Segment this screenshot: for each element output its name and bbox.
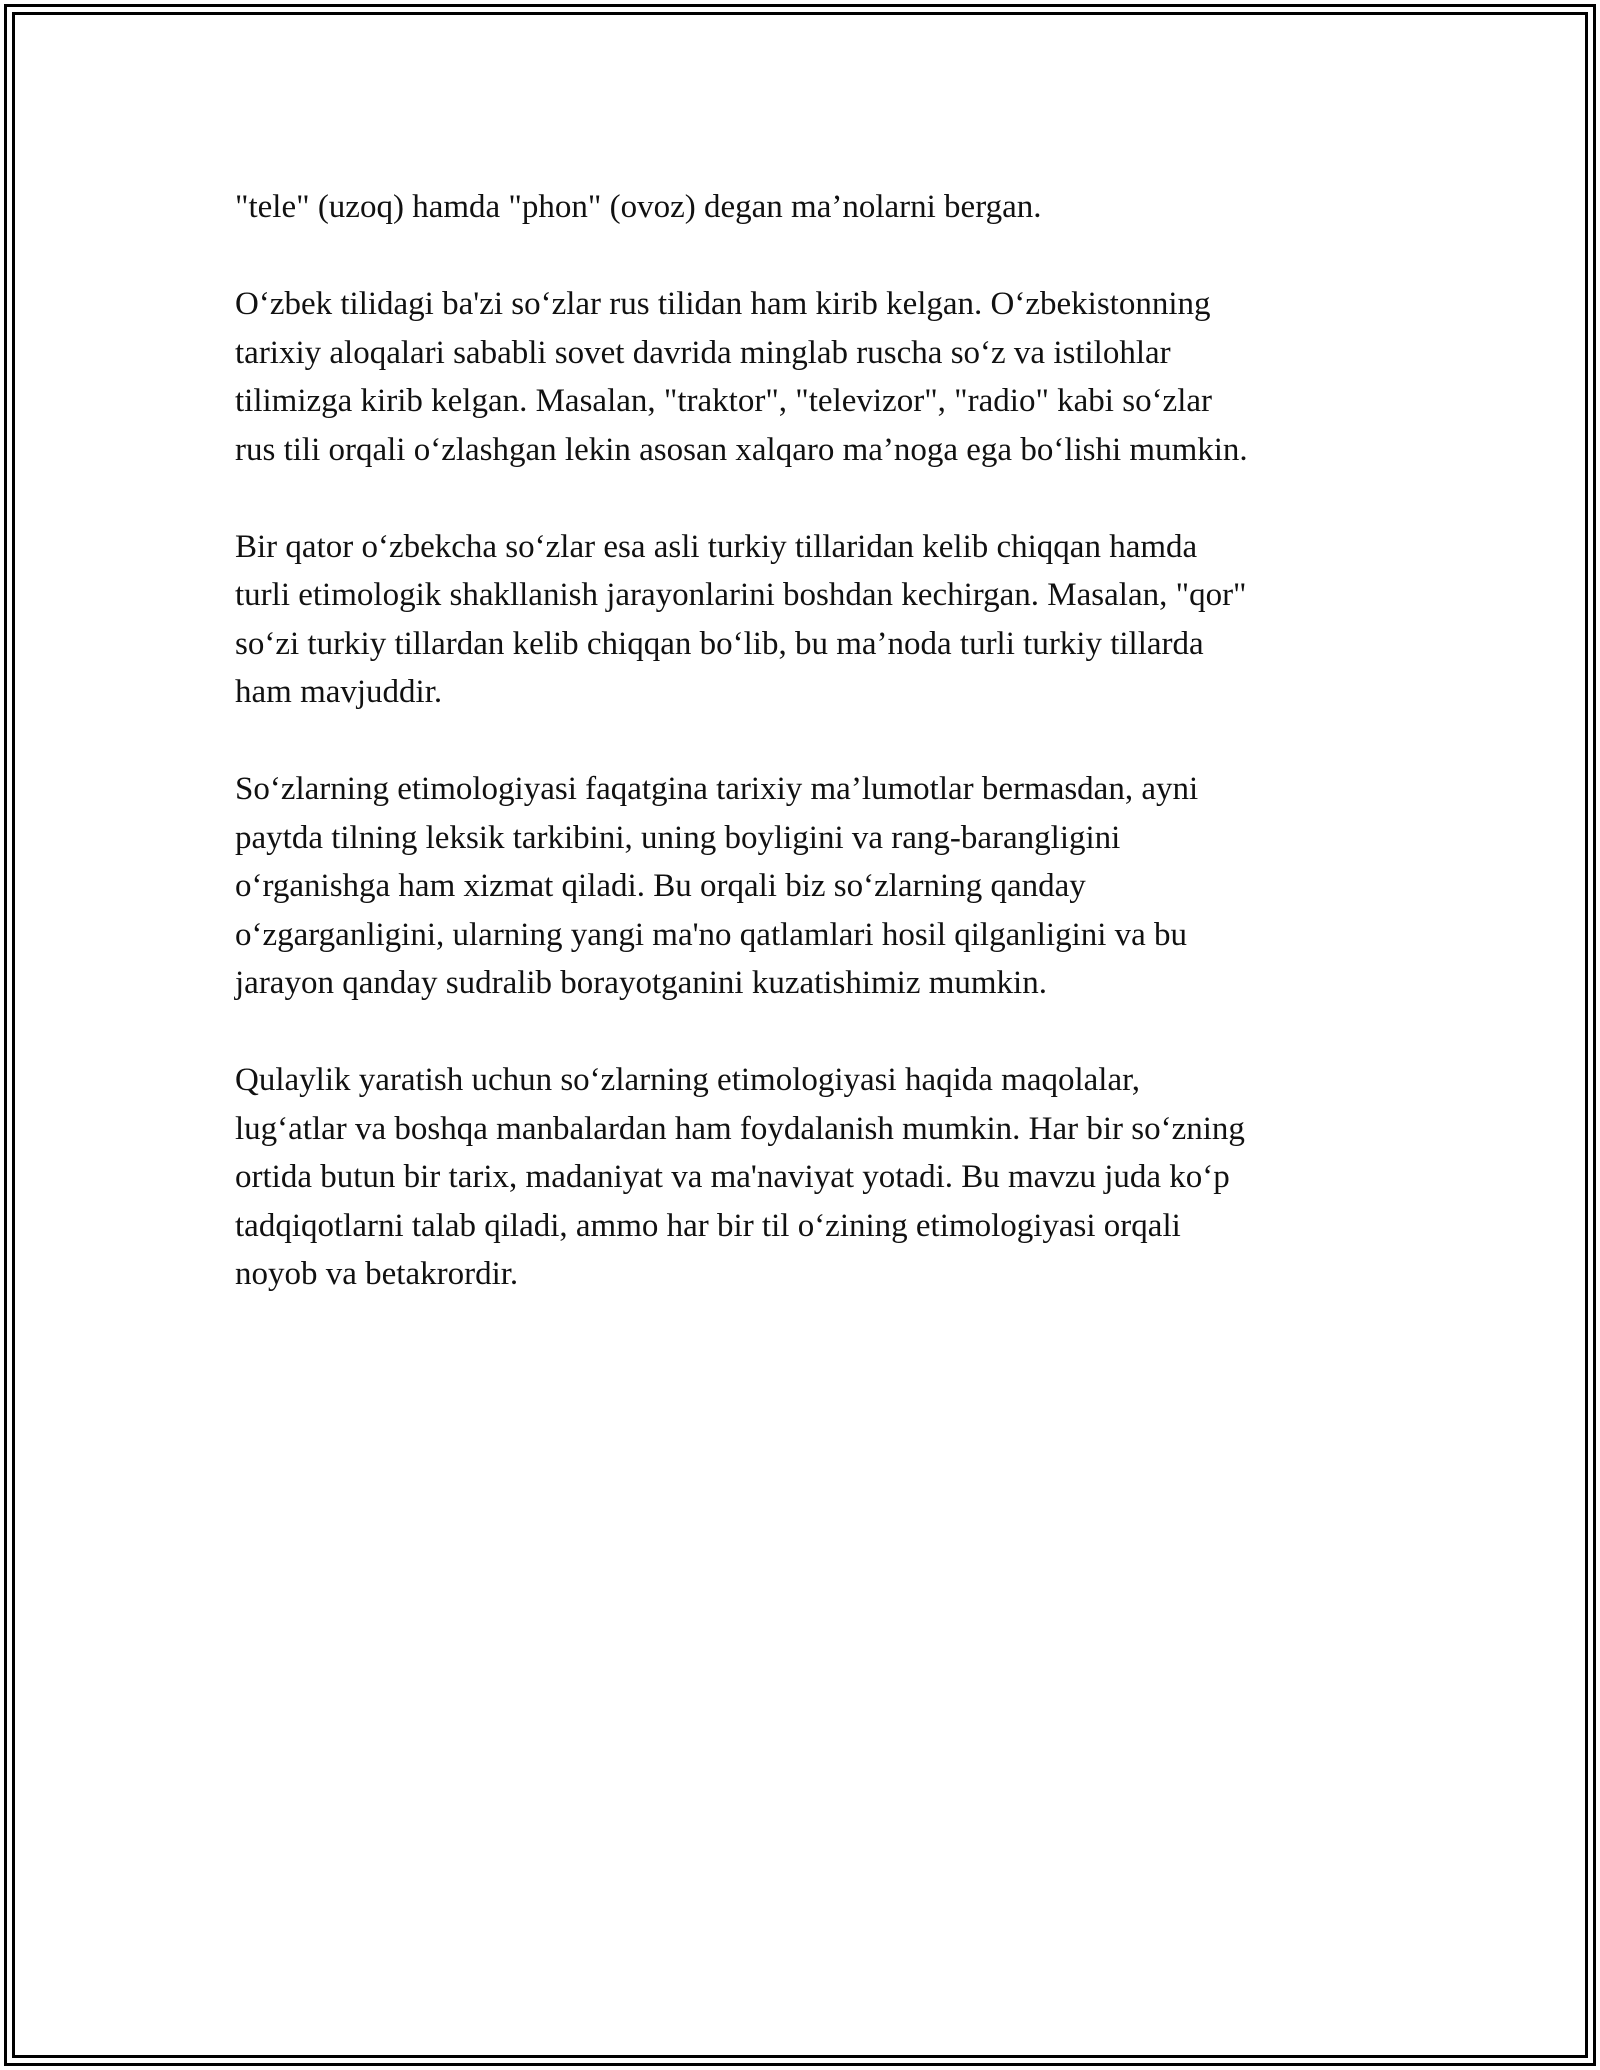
paragraph-4: So‘zlarning etimologiyasi faqatgina tarixiy ma’lumotlar bermasdan, ayni paytda tilning leksik tarkibini, uning boyligini va rang-barangligini o‘rganishga ham xizmat qiladi. Bu orqali biz so‘zlarning qanday o‘zgarganligini, ularning yangi ma'no qatlamlari hosil qilganligini va bu jarayon qanday sudralib borayotganini kuzatishimiz mumkin. bbox=[235, 771, 1199, 1001]
paragraph-2: O‘zbek tilidagi ba'zi so‘zlar rus tilidan ham kirib kelgan. O‘zbekistonning tarixiy aloqalari sababli sovet davrida minglab ruscha so‘z va istilohlar tilimizga kirib kelgan. Masalan, "traktor", "televizor", "radio" kabi so‘zlar rus tili orqali o‘zlashgan lekin asosan xalqaro ma’noga ega bo‘lishi mumkin. bbox=[235, 286, 1248, 468]
paragraph-3: Bir qator o‘zbekcha so‘zlar esa asli turkiy tillaridan kelib chiqqan hamda turli etimologik shakllanish jarayonlarini boshdan kechirgan. Masalan, "qor" so‘zi turkiy tillardan kelib chiqqan bo‘lib, bu ma’noda turli turkiy tillarda ham mavjuddir. bbox=[235, 528, 1247, 710]
paragraph-5: Qulaylik yaratish uchun so‘zlarning etimologiyasi haqida maqolalar, lug‘atlar va boshqa manbalardan ham foydalanish mumkin. Har bir so‘zning ortida butun bir tarix, madaniyat va ma'naviyat yotadi. Bu mavzu juda ko‘p tadqiqotlarni talab qiladi, ammo har bir til o‘zining etimologiyasi orqali noyob va betakrordir. bbox=[235, 1062, 1245, 1292]
document-body bbox=[235, 183, 1385, 1347]
paragraph-1: "tele" (uzoq) hamda "phon" (ovoz) degan ma’nolarni bergan. bbox=[235, 189, 1042, 225]
